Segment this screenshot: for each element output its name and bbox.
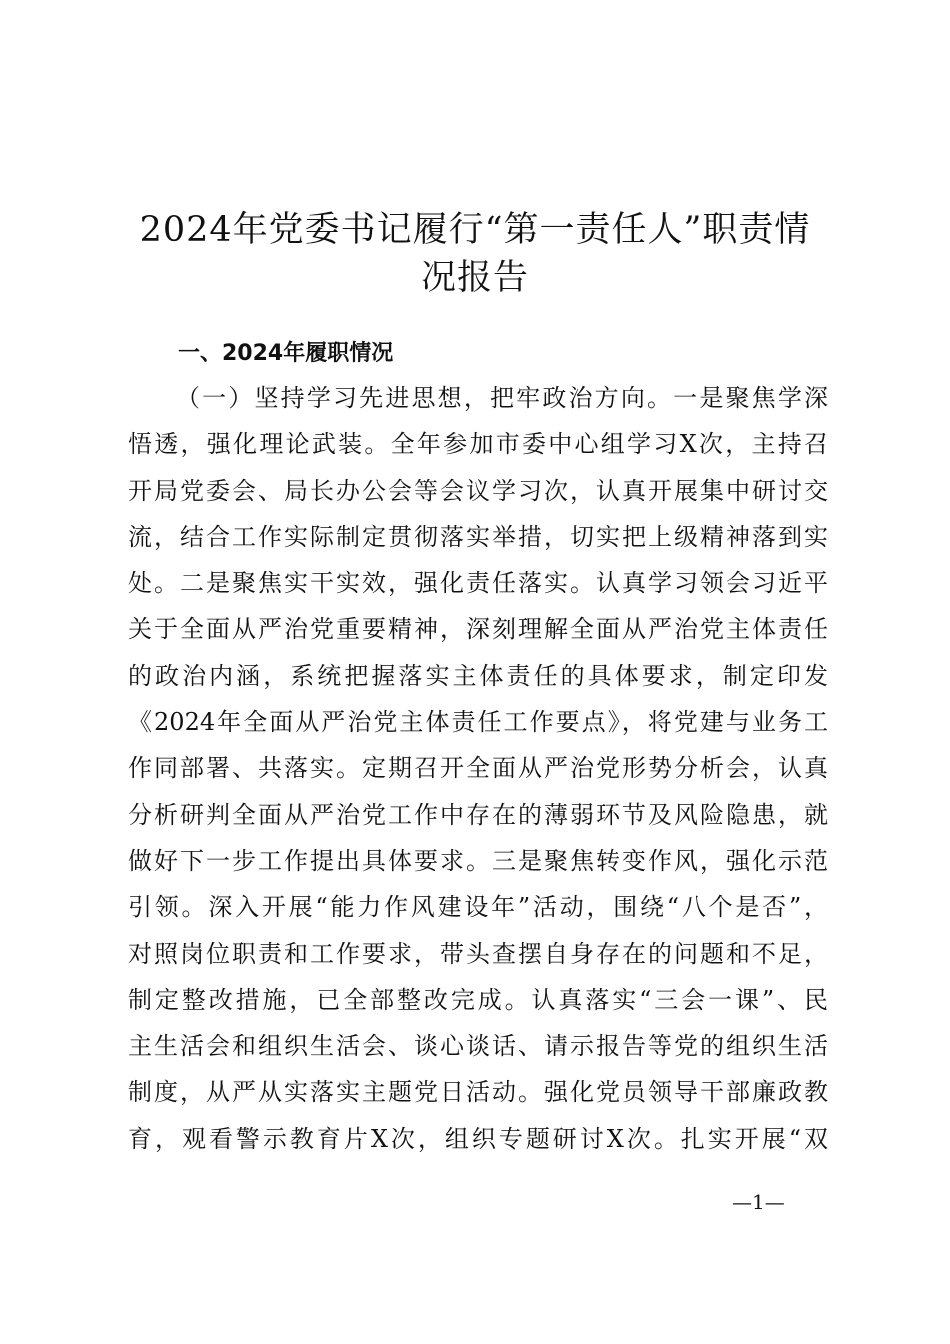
paragraph-line: 制度，从严从实落实主题党日活动。强化党员领导干部廉政教 — [128, 1078, 828, 1107]
paragraph-line: 作同部署、共落实。定期召开全面从严治党形势分析会，认真 — [128, 754, 828, 783]
paragraph-line: 《2024年全面从严治党主体责任工作要点》，将党建与业务工 — [128, 708, 828, 737]
paragraph-line: （一）坚持学习先进思想，把牢政治方向。一是聚焦学深 — [176, 384, 828, 412]
paragraph-line: 主生活会和组织生活会、谈心谈话、请示报告等党的组织生活 — [128, 1032, 828, 1061]
title-line-2: 况报告 — [420, 258, 529, 298]
paragraph-line: 做好下一步工作提出具体要求。三是聚焦转变作风，强化示范 — [128, 846, 828, 875]
document-title — [120, 206, 830, 302]
paragraph-line: 引领。深入开展“能力作风建设年”活动，围绕“八个是否”， — [128, 893, 828, 922]
paragraph-line: 的政治内涵，系统把握落实主体责任的具体要求，制定印发 — [128, 661, 828, 690]
paragraph-line: 育，观看警示教育片X次，组织专题研讨X次。扎实开展“双 — [128, 1124, 828, 1153]
body-paragraph — [128, 375, 828, 1162]
section-heading: 一、2024年履职情况 — [178, 341, 394, 366]
paragraph-line: 悟透，强化理论武装。全年参加市委中心组学习X次，主持召 — [128, 430, 828, 459]
paragraph-line: 分析研判全面从严治党工作中存在的薄弱环节及风险隐患，就 — [128, 800, 828, 829]
paragraph-line: 关于全面从严治党重要精神，深刻理解全面从严治党主体责任 — [128, 615, 828, 644]
paragraph-line: 流，结合工作实际制定贯彻落实举措，切实把上级精神落到实 — [128, 522, 828, 551]
paragraph-line: 开局党委会、局长办公会等会议学习次，认真开展集中研讨交 — [128, 476, 828, 505]
paragraph-line: 处。二是聚焦实干实效，强化责任落实。认真学习领会习近平 — [128, 569, 828, 598]
page-number: —1— — [732, 1190, 785, 1214]
paragraph-line: 制定整改措施，已全部整改完成。认真落实“三会一课”、民 — [128, 985, 828, 1014]
paragraph-line: 对照岗位职责和工作要求，带头查摆自身存在的问题和不足， — [128, 939, 828, 968]
title-line-1: 2024年党委书记履行“第一责任人”职责情 — [139, 210, 811, 250]
